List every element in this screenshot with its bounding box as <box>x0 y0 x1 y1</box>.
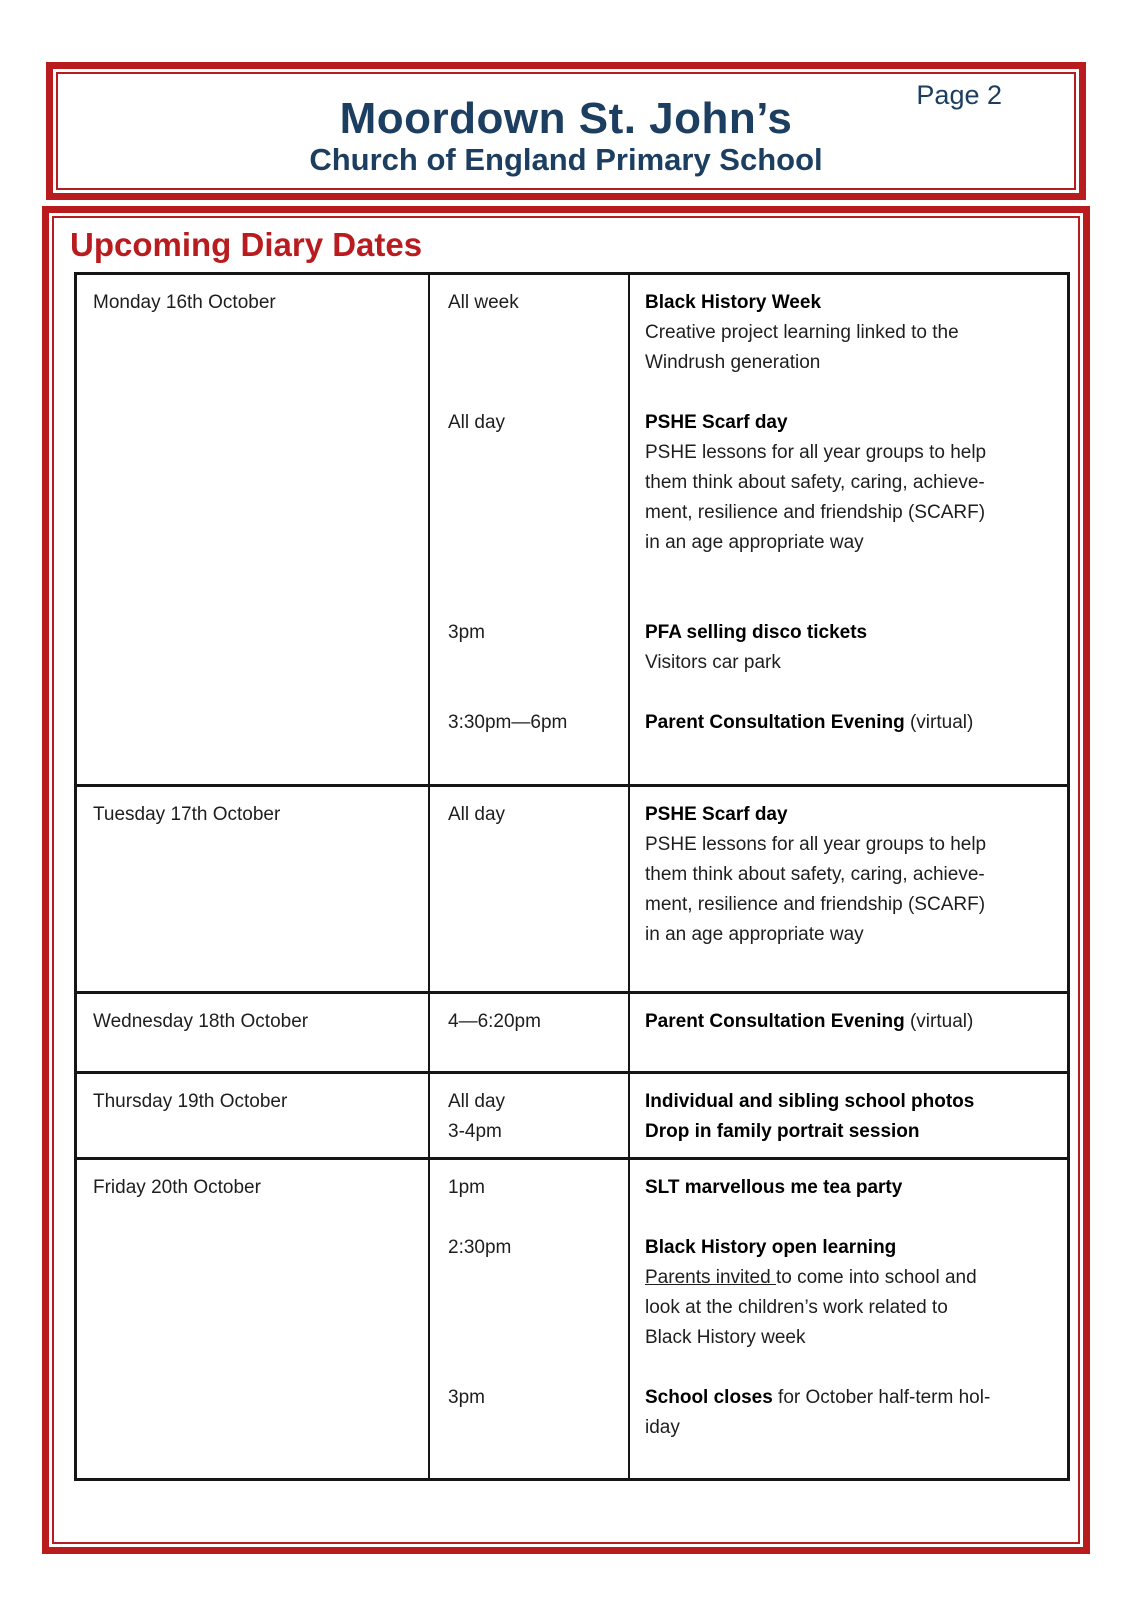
event-text-line <box>645 1323 1053 1353</box>
event-title-text: PFA selling disco tickets <box>645 622 868 643</box>
event-text: PSHE lessons for all year groups to help <box>645 442 987 463</box>
event-text-line <box>645 1293 1053 1323</box>
event-date: Thursday 19th October <box>93 1091 288 1112</box>
event-text-line <box>645 1117 1053 1147</box>
event-description <box>628 618 1067 678</box>
diary-event <box>430 708 1067 738</box>
event-time: 4—6:20pm <box>448 1011 541 1032</box>
event-text-line <box>645 1007 1053 1037</box>
event-text: them think about safety, caring, achieve- <box>645 472 985 493</box>
event-description <box>628 408 1067 558</box>
diary-section-content <box>54 218 1078 1542</box>
event-text-line <box>645 648 1053 678</box>
events-cell <box>430 787 1067 991</box>
events-cell <box>430 275 1067 784</box>
events-cell <box>430 1074 1067 1157</box>
event-time: 2:30pm <box>448 1237 512 1258</box>
event-text-line <box>645 1263 1053 1293</box>
event-text-line <box>645 438 1053 468</box>
event-title-text: PSHE Scarf day <box>645 804 788 825</box>
table-row <box>77 275 1067 784</box>
event-text-line <box>645 528 1053 558</box>
event-text: in an age appropriate way <box>645 924 864 945</box>
event-text: look at the children’s work related to <box>645 1297 948 1318</box>
event-text: Windrush generation <box>645 352 821 373</box>
event-time: 3-4pm <box>448 1121 502 1142</box>
event-text-line <box>645 800 1053 830</box>
event-title-text: Drop in family portrait session <box>645 1121 920 1142</box>
page-number: Page 2 <box>916 80 1002 110</box>
event-text-line <box>645 498 1053 528</box>
school-name: Moordown St. John’s <box>339 94 793 143</box>
date-cell <box>77 275 430 784</box>
event-text-line <box>645 288 1053 318</box>
event-date: Friday 20th October <box>93 1177 261 1198</box>
diary-event <box>430 1087 1067 1117</box>
event-description <box>628 800 1067 950</box>
event-description <box>628 1117 1067 1147</box>
event-text: ment, resilience and friendship (SCARF) <box>645 502 986 523</box>
table-row <box>77 1157 1067 1478</box>
event-text: Creative project learning linked to the <box>645 322 959 343</box>
event-text-line <box>645 830 1053 860</box>
event-text-line <box>645 920 1053 950</box>
event-title-text: Black History Week <box>645 292 822 313</box>
event-text: for October half-term hol- <box>772 1387 991 1408</box>
event-description <box>628 1087 1067 1117</box>
event-text: to come into school and <box>775 1267 977 1288</box>
event-description <box>628 288 1067 378</box>
event-text: Visitors car park <box>645 652 781 673</box>
event-description <box>628 708 1067 738</box>
event-time: 3pm <box>448 622 485 643</box>
event-text-line <box>645 468 1053 498</box>
school-header <box>58 96 1074 178</box>
event-date: Wednesday 18th October <box>93 1011 309 1032</box>
event-text-line <box>645 408 1053 438</box>
diary-event <box>430 618 1067 678</box>
diary-event <box>430 288 1067 378</box>
event-text-line <box>645 1233 1053 1263</box>
diary-event <box>430 800 1067 950</box>
event-description <box>628 1007 1067 1037</box>
event-date: Monday 16th October <box>93 292 276 313</box>
event-title-text: Parent Consultation Evening <box>645 712 905 733</box>
event-time: All day <box>448 412 506 433</box>
event-text: Parents invited <box>645 1267 776 1288</box>
event-date: Tuesday 17th October <box>93 804 281 825</box>
event-text-line <box>645 1087 1053 1117</box>
event-text-line <box>645 318 1053 348</box>
event-description <box>628 1383 1067 1443</box>
event-time: 3:30pm—6pm <box>448 712 568 733</box>
diary-event <box>430 408 1067 558</box>
event-title-text: Black History open learning <box>645 1237 897 1258</box>
event-text-line <box>645 1383 1053 1413</box>
event-text-line <box>645 890 1053 920</box>
event-text: iday <box>645 1417 680 1438</box>
diary-event <box>430 1007 1067 1037</box>
event-description <box>628 1173 1067 1203</box>
table-row <box>77 784 1067 991</box>
event-title-text: Parent Consultation Evening <box>645 1011 905 1032</box>
event-text-line <box>645 860 1053 890</box>
event-time: All day <box>448 804 506 825</box>
header-box <box>46 62 1086 200</box>
event-text: ment, resilience and friendship (SCARF) <box>645 894 986 915</box>
event-text-line <box>645 708 1053 738</box>
diary-section-box <box>42 206 1090 1554</box>
event-time: 1pm <box>448 1177 485 1198</box>
event-text: (virtual) <box>904 712 974 733</box>
event-text-line <box>645 348 1053 378</box>
diary-table <box>74 272 1070 1481</box>
diary-section-inner-border <box>52 216 1080 1544</box>
date-cell <box>77 787 430 991</box>
header-box-inner-border <box>56 72 1076 190</box>
events-cell <box>430 994 1067 1071</box>
event-time: 3pm <box>448 1387 485 1408</box>
diary-event <box>430 1117 1067 1147</box>
event-title-text: SLT marvellous me tea party <box>645 1177 903 1198</box>
table-row <box>77 991 1067 1071</box>
event-text: them think about safety, caring, achieve- <box>645 864 985 885</box>
event-time: All week <box>448 292 519 313</box>
event-text: (virtual) <box>904 1011 974 1032</box>
event-description <box>628 1233 1067 1353</box>
date-cell <box>77 994 430 1071</box>
table-row <box>77 1071 1067 1157</box>
diary-event <box>430 1173 1067 1203</box>
date-cell <box>77 1160 430 1478</box>
school-subtitle: Church of England Primary School <box>309 142 823 177</box>
event-text: Black History week <box>645 1327 806 1348</box>
event-time: All day <box>448 1091 506 1112</box>
event-text: in an age appropriate way <box>645 532 864 553</box>
event-title-text: PSHE Scarf day <box>645 412 788 433</box>
event-text-line <box>645 618 1053 648</box>
diary-event <box>430 1383 1067 1443</box>
event-title-text: Individual and sibling school photos <box>645 1091 975 1112</box>
section-title: Upcoming Diary Dates <box>70 226 423 263</box>
event-text-line <box>645 1173 1053 1203</box>
event-title-text: School closes <box>645 1387 773 1408</box>
diary-event <box>430 1233 1067 1353</box>
events-cell <box>430 1160 1067 1478</box>
event-text: PSHE lessons for all year groups to help <box>645 834 987 855</box>
event-text-line <box>645 1413 1053 1443</box>
date-cell <box>77 1074 430 1157</box>
